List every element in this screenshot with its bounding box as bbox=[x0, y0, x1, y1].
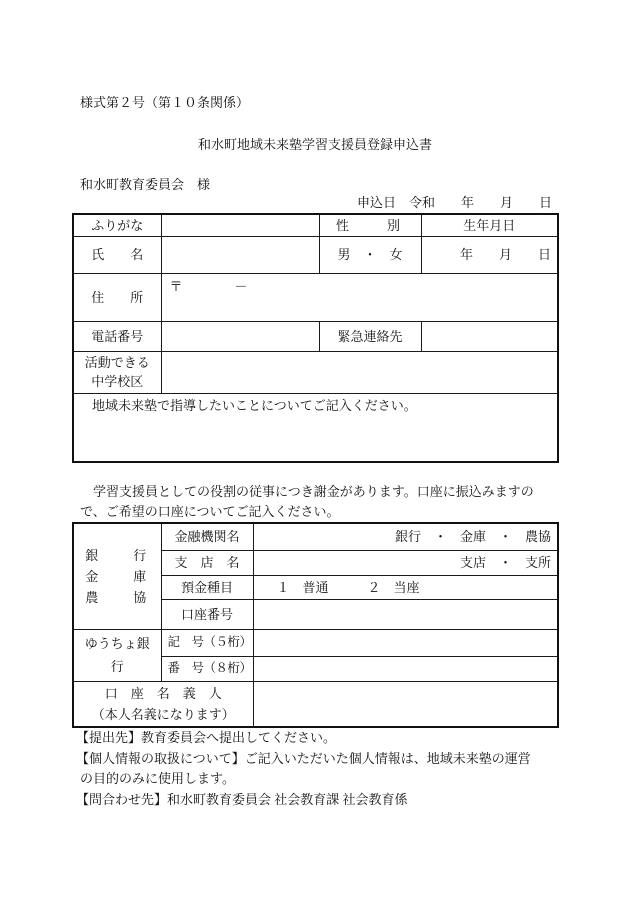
address-entry-cell bbox=[161, 273, 558, 321]
address-label: 住 所 bbox=[73, 273, 161, 321]
birthdate-format: 年 月 日 bbox=[421, 236, 558, 273]
phone-entry-cell bbox=[161, 321, 319, 351]
furigana-entry-cell bbox=[161, 214, 319, 236]
japan-post-bank-label-cell bbox=[73, 629, 161, 681]
privacy-note-line: 【個人情報の取扱について】ご記入いただいた個人情報は、地域未来塾の運営 bbox=[76, 751, 531, 766]
account-holder-label bbox=[73, 681, 253, 727]
symbol-label: 記 号（５桁） bbox=[161, 629, 253, 656]
school-district-label bbox=[73, 351, 161, 393]
birthdate-label: 生年月日 bbox=[421, 214, 558, 236]
account-holder-entry-cell bbox=[253, 681, 558, 727]
school-district-entry-cell bbox=[161, 351, 558, 393]
applicant-info-table bbox=[72, 213, 559, 463]
gender-options: 男 ・ 女 bbox=[319, 236, 421, 273]
school-district-label-line: 中学校区 bbox=[91, 374, 144, 389]
contact-note: 【問合わせ先】和水町教育委員会 社会教育課 社会教育係 bbox=[76, 792, 408, 807]
bank-group-label bbox=[73, 523, 161, 629]
form-number: 様式第２号（第１０条関係） bbox=[80, 95, 250, 110]
account-number-entry-cell bbox=[253, 599, 558, 629]
payment-notice-line: で、ご希望の口座についてご記入ください。 bbox=[80, 504, 340, 519]
phone-label: 電話番号 bbox=[73, 321, 161, 351]
name-entry-cell bbox=[161, 236, 319, 273]
number-label: 番 号（８桁） bbox=[161, 656, 253, 681]
payment-notice-line: 学習支援員としての役割の従事につき謝金があります。口座に振込みますの bbox=[93, 484, 534, 499]
branch-name-label: 支 店 名 bbox=[161, 550, 253, 575]
privacy-note-line: の目的のみに使用します。 bbox=[80, 771, 235, 786]
application-date: 申込日 令和 年 月 日 bbox=[356, 195, 552, 210]
school-district-label-line: 活動できる bbox=[84, 355, 150, 370]
teaching-wish-cell bbox=[73, 393, 558, 462]
bank-group-label-line: 金 庫 bbox=[85, 568, 150, 584]
addressee: 和水町教育委員会 様 bbox=[80, 177, 211, 192]
submission-note: 【提出先】教育委員会へ提出してください。 bbox=[76, 730, 337, 745]
account-number-label: 口座番号 bbox=[161, 599, 253, 629]
postal-code-format: 〒 － bbox=[169, 278, 248, 294]
emergency-contact-label: 緊急連絡先 bbox=[319, 321, 421, 351]
japan-post-bank-label: ゆうちょ銀行 bbox=[84, 636, 150, 674]
bank-account-table bbox=[72, 522, 559, 728]
gender-label: 性 別 bbox=[319, 214, 421, 236]
account-type-label: 預金種目 bbox=[161, 575, 253, 599]
emergency-contact-entry-cell bbox=[421, 321, 558, 351]
bank-group-label-line: 銀 行 bbox=[85, 547, 150, 563]
bank-group-label-line: 農 協 bbox=[85, 589, 150, 605]
furigana-label: ふりがな bbox=[73, 214, 161, 236]
number-entry-cell bbox=[253, 656, 558, 681]
account-holder-label-line: （本人名義になります） bbox=[91, 706, 235, 722]
account-type-options: １ 普通 ２ 当座 bbox=[253, 575, 558, 599]
account-holder-label-line: 口 座 名 義 人 bbox=[104, 685, 222, 701]
institution-name-label: 金融機関名 bbox=[161, 523, 253, 550]
document-title: 和水町地域未来塾学習支援員登録申込書 bbox=[197, 137, 432, 152]
teaching-wish-prompt: 地域未来塾で指導したいことについてご記入ください。 bbox=[92, 397, 417, 413]
branch-type-options: 支店 ・ 支所 bbox=[253, 550, 558, 575]
name-label: 氏 名 bbox=[73, 236, 161, 273]
symbol-entry-cell bbox=[253, 629, 558, 656]
institution-type-options: 銀行 ・ 金庫 ・ 農協 bbox=[253, 523, 558, 550]
